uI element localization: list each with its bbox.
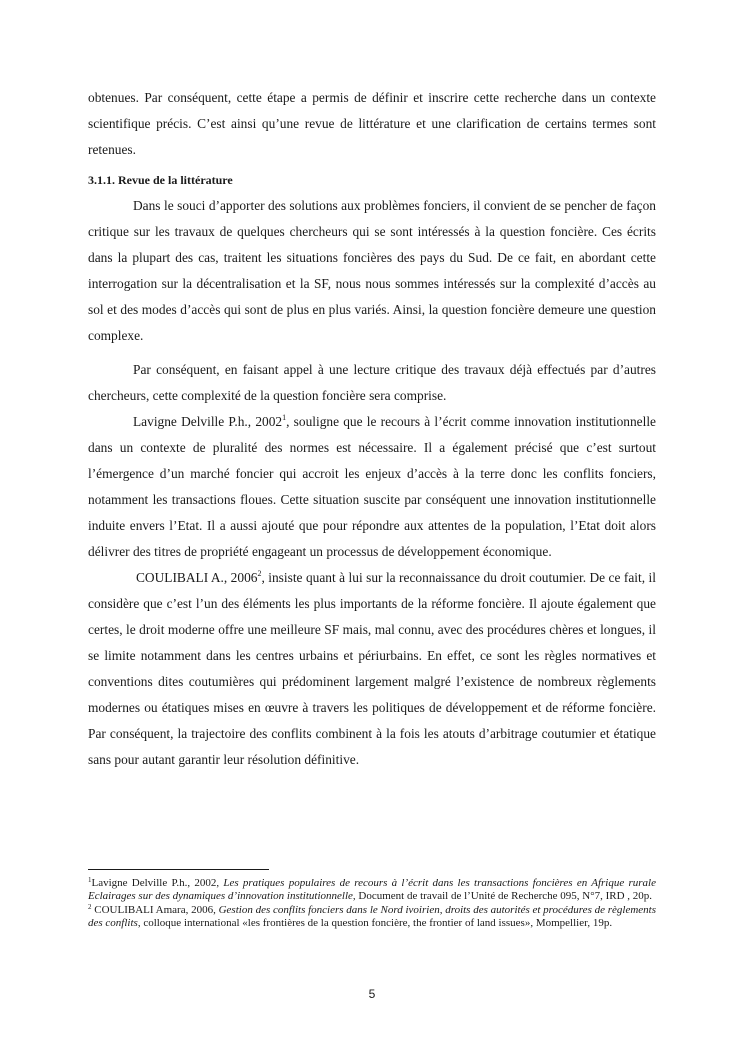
footnote-1-number: 1: [88, 876, 92, 884]
footnote-1: [88, 877, 656, 904]
intro-paragraph: obtenues. Par conséquent, cette étape a permis de définir et inscrire cette recherche dans un contexte scientifique précis. C’est ainsi qu’une revue de littérature et une clarification de certains termes sont retenues.: [88, 90, 656, 157]
footnote-2-details: , colloque international «les frontières de la question foncière, the frontier of land issues», Mompellier, 19p.: [137, 916, 613, 929]
footnote-2-title: Gestion des conflits fonciers dans le Nord ivoirien, droits des autorités et procédures de règlements des conflits: [88, 903, 656, 929]
citation-lavigne: Lavigne Delville P.h., 2002: [133, 414, 283, 429]
paragraph-4: [88, 565, 656, 773]
page-body: [88, 0, 656, 773]
section-heading: 3.1.1. Revue de la littérature: [88, 173, 233, 187]
footnote-1-author: Lavigne Delville P.h., 2002,: [91, 877, 224, 889]
footnote-2: [88, 904, 656, 931]
paragraph-4-text: , insiste quant à lui sur la reconnaissance du droit coutumier. De ce fait, il considère que c’est l’un des éléments les plus importants de la réforme foncière. Il ajoute également que certes, le droit moderne offre une meilleure SF mais, mal connu, avec des procédures chères et longues, il se limite notamment dans les centres urbains et périurbains. En effet, ce sont les règles normatives et conventions dites coutumières qui prédominent largement malgré l’existence de nombreux règlements modernes ou étatiques mises en œuvre à travers les politiques de développement et de réforme foncière. Par conséquent, la trajectoire des conflits combinent à la fois les atouts d’arbitrage coutumier et étatique sans pour autant garantir leur résolution définitive.: [88, 570, 656, 767]
citation-coulibali: COULIBALI A., 2006: [136, 570, 258, 585]
footnote-1-details: Document de travail de l’Unité de Recherche 095, N°7, IRD , 20p.: [355, 890, 653, 903]
footnotes: [88, 877, 656, 930]
paragraph-2: Par conséquent, en faisant appel à une lecture critique des travaux déjà effectués par d’autres chercheurs, cette complexité de la question foncière sera comprise.: [88, 362, 656, 403]
footnote-2-author: COULIBALI Amara, 2006,: [91, 903, 219, 916]
page-number: 5: [368, 987, 376, 1001]
footnote-2-number: 2: [88, 902, 92, 911]
paragraph-1: Dans le souci d’apporter des solutions aux problèmes fonciers, il convient de se pencher de façon critique sur les travaux de quelques chercheurs qui se sont intéressés à la question foncière. Ces écrits dans la plupart des cas, traitent les situations foncières des pays du Sud. De ce fait, en abordant cette interrogation sur la décentralisation et la SF, nous nous sommes intéressés sur la complexité d’accès au sol et des modes d’accès qui sont de plus en plus variés. Ainsi, la question foncière demeure une question complexe.: [88, 198, 656, 343]
paragraph-3: [88, 409, 656, 565]
footnote-separator: [88, 869, 269, 870]
footnote-ref-2[interactable]: 2: [257, 569, 262, 578]
paragraph-3-text: , souligne que le recours à l’écrit comme innovation institutionnelle dans un contexte de pluralité des normes est nécessaire. Il a également précisé que c’est surtout l’émergence d’un marché foncier qui accroit les enjeux d’accès à la terre donc les conflits fonciers, notamment les transactions floues. Cette situation suscite par conséquent une innovation institutionnelle induite envers l’Etat. Il a aussi ajouté que pour répondre aux attentes de la population, l’Etat doit alors délivrer des titres de propriété engageant un processus de développement économique.: [88, 414, 657, 559]
footnote-ref-1[interactable]: 1: [282, 413, 287, 422]
footnote-1-title: Les pratiques populaires de recours à l’écrit dans les transactions foncières en Afrique rurale Eclairages sur des dynamiques d’innovation institutionnelle,: [88, 877, 656, 903]
